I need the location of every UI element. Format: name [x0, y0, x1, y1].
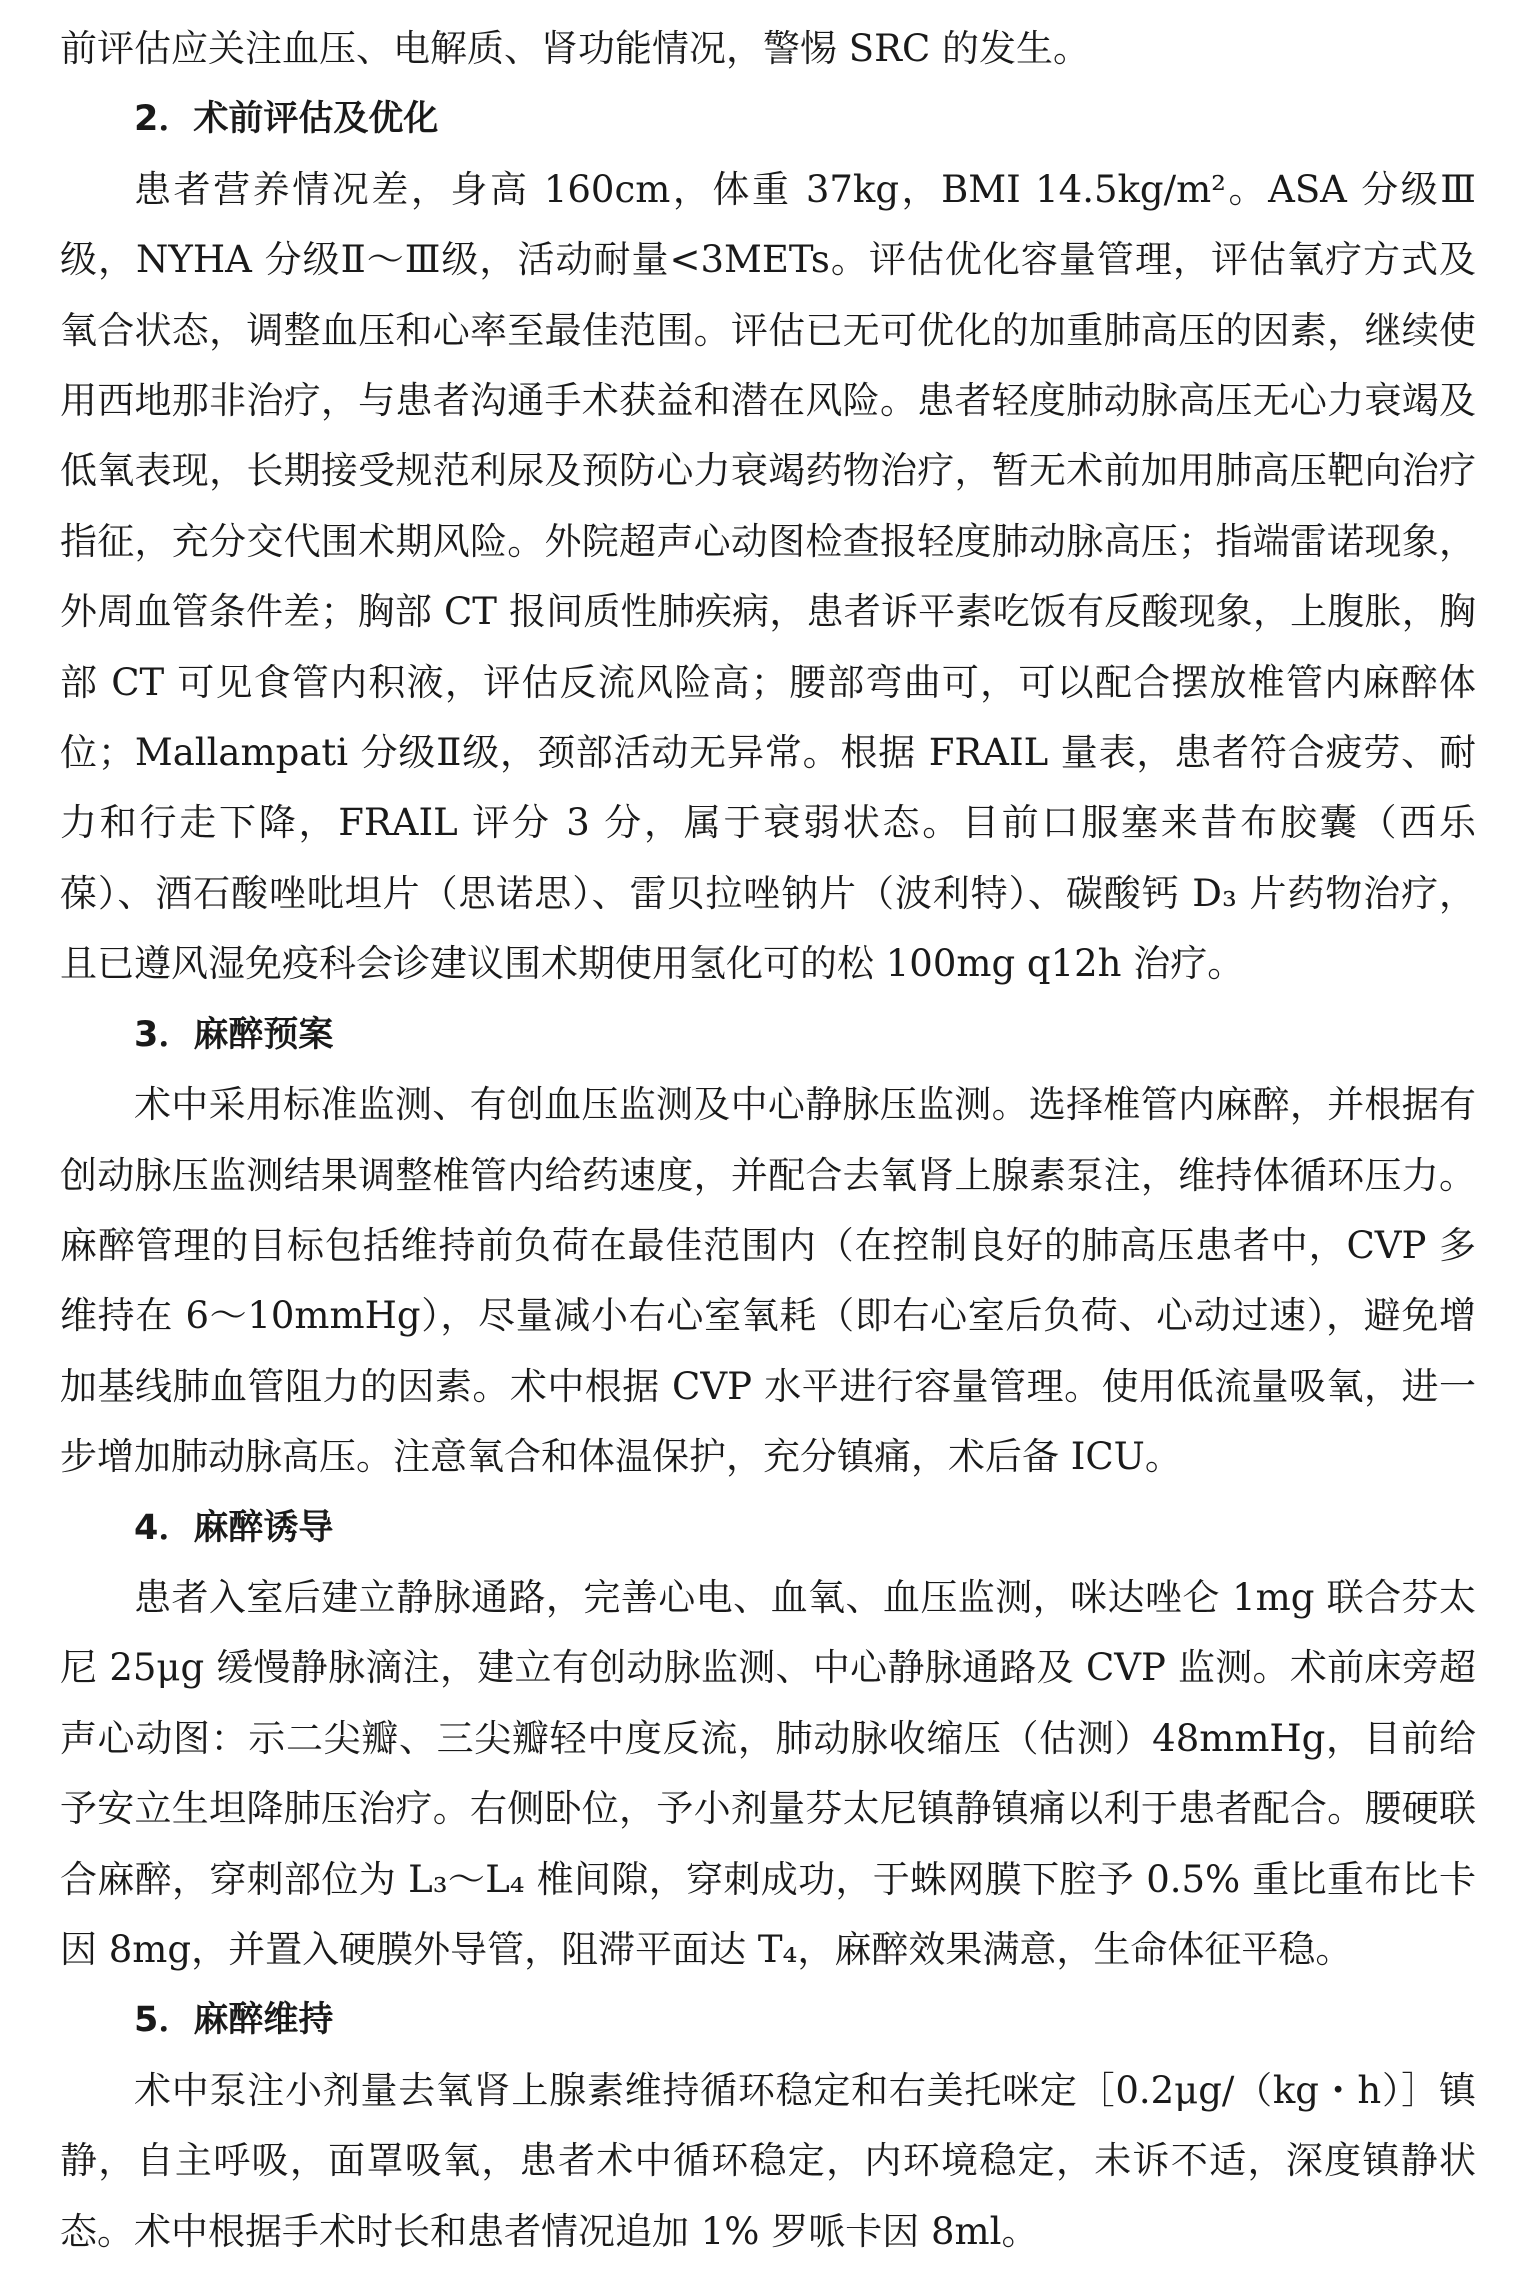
section-heading-plan: 3．麻醉预案 — [134, 1014, 334, 1055]
paragraph-maintenance: 术中泵注小剂量去氧肾上腺素维持循环稳定和右美托咪定［0.2μg/（kg・h）］镇静，自主呼吸，面罩吸氧，患者术中循环稳定，内环境稳定，未诉不适，深度镇静状态。术中根据手术时长和患者情况追加 1% 罗哌卡因 8ml。 — [60, 2068, 1476, 2253]
section-heading-induction: 4．麻醉诱导 — [134, 1507, 334, 1548]
section-heading-preop: 2．术前评估及优化 — [134, 99, 439, 140]
paragraph-induction: 患者入室后建立静脉通路，完善心电、血氧、血压监测，咪达唑仑 1mg 联合芬太尼 25μg 缓慢静脉滴注，建立有创动脉监测、中心静脉通路及 CVP 监测。术前床旁超声心动图：示二尖瓣、三尖瓣轻中度反流，肺动脉收缩压（估测）48mmHg，目前给予安立生坦降肺压治疗。右侧卧位，予小剂量芬太尼镇静镇痛以利于患者配合。腰硬联合麻醉，穿刺部位为 L₃～L₄ 椎间隙，穿刺成功，于蛛网膜下腔予 0.5% 重比重布比卡因 8mg，并置入硬膜外导管，阻滞平面达 T₄，麻醉效果满意，生命体征平稳。 — [60, 1575, 1477, 1971]
paragraph-preop: 患者营养情况差，身高 160cm，体重 37kg，BMI 14.5kg/m²。ASA 分级Ⅲ级，NYHA 分级Ⅱ～Ⅲ级，活动耐量<3METs。评估优化容量管理，评估氧疗方式及氧合状态，调整血压和心率至最佳范围。评估已无可优化的加重肺高压的因素，继续使用西地那非治疗，与患者沟通手术获益和潜在风险。患者轻度肺动脉高压无心力衰竭及低氧表现，长期接受规范利尿及预防心力衰竭药物治疗，暂无术前加用肺高压靶向治疗指征，充分交代围术期风险。外院超声心动图检查报轻度肺动脉高压；指端雷诺现象，外周血管条件差；胸部 CT 报间质性肺疾病，患者诉平素吃饭有反酸现象，上腹胀，胸部 CT 可见食管内积液，评估反流风险高；腰部弯曲可，可以配合摆放椎管内麻醉体位；Mallampati 分级Ⅱ级，颈部活动无异常。根据 FRAIL 量表，患者符合疲劳、耐力和行走下降，FRAIL 评分 3 分，属于衰弱状态。目前口服塞来昔布胶囊（西乐葆）、酒石酸唑吡坦片（思诺思）、雷贝拉唑钠片（波利特）、碳酸钙 D₃ 片药物治疗，且已遵风湿免疫科会诊建议围术期使用氢化可的松 100mg q12h 治疗。 — [60, 167, 1476, 986]
document-page — [60, 14, 1476, 2267]
paragraph-plan: 术中采用标准监测、有创血压监测及中心静脉压监测。选择椎管内麻醉，并根据有创动脉压监测结果调整椎管内给药速度，并配合去氧肾上腺素泵注，维持体循环压力。麻醉管理的目标包括维持前负荷在最佳范围内（在控制良好的肺高压患者中，CVP 多维持在 6～10mmHg），尽量减小右心室氧耗（即右心室后负荷、心动过速），避免增加基线肺血管阻力的因素。术中根据 CVP 水平进行容量管理。使用低流量吸氧，进一步增加肺动脉高压。注意氧合和体温保护，充分镇痛，术后备 ICU。 — [60, 1083, 1476, 1479]
section-heading-maintenance: 5．麻醉维持 — [134, 2000, 334, 2041]
paragraph-intro-tail: 前评估应关注血压、电解质、肾功能情况，警惕 SRC 的发生。 — [60, 27, 1091, 70]
